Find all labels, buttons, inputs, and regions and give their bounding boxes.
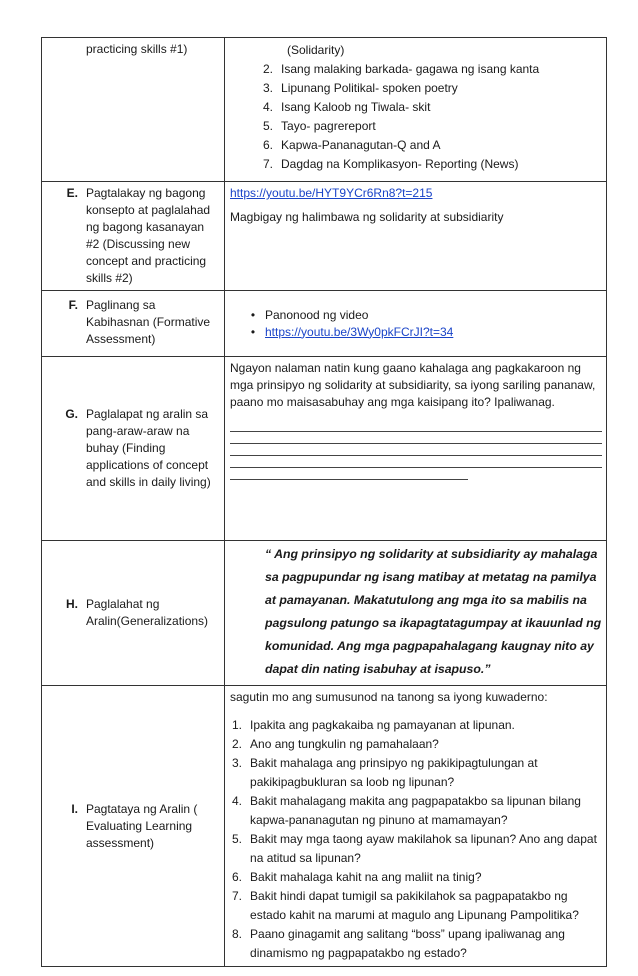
list-item: 3. Lipunang Politikal- spoken poetry: [263, 81, 458, 95]
answer-line: [230, 435, 602, 444]
row-e-instruction: Magbigay ng halimbawa ng solidarity at subsidiarity: [230, 210, 504, 224]
row-d: [42, 38, 607, 182]
row-h: [42, 541, 607, 686]
row-g-left-text: Paglalapat ng aralin sa pang-araw-araw na buhay (Finding applications of concept and skills in daily living): [86, 407, 211, 489]
activity-list: [263, 60, 602, 174]
lesson-plan-table: [41, 37, 607, 967]
row-i: [42, 686, 607, 967]
answer-line: [230, 471, 468, 480]
row-h-label-cell: [42, 541, 225, 686]
list-item: 3. Bakit mahalaga ang prinsipyo ng pakikipagtulungan at pakikipagbukluran sa loob ng lipunan?: [232, 756, 538, 789]
list-item: 7. Bakit hindi dapat tumigil sa pakikilahok sa pagpapatakbo ng estado kahit na marumi at magulo ang Lipunang Pampolitika?: [232, 889, 579, 922]
list-item: 6. Bakit mahalaga kahit na ang maliit na tinig?: [232, 870, 482, 884]
answer-line: [230, 447, 602, 456]
generalization-quote: “ Ang prinsipyo ng solidarity at subsidiarity ay mahalaga sa pagpupundar ng isang matibay at metatag na pamilya at pamayanan. Makatutulong ang mga ito sa mabilis na pagsulong patungo sa ikapagtatagumpay at ikauunlad ng komunidad. Ang mga pagpapahalagang kaugnay nito ay dapat din nating isabuhay at isapuso.”: [265, 547, 602, 676]
row-i-letter: I.: [71, 801, 78, 816]
list-item: • https://youtu.be/3Wy0pkFCrJI?t=34: [250, 324, 454, 339]
row-e-letter: E.: [66, 186, 78, 200]
row-f-label-cell: [42, 291, 225, 357]
row-e-label-cell: [42, 182, 225, 291]
row-i-intro: sagutin mo ang sumusunod na tanong sa iyong kuwaderno:: [230, 690, 548, 704]
row-h-left-text: Paglalahat ng Aralin(Generalizations): [86, 597, 209, 628]
row-e-content-cell: [225, 182, 607, 291]
list-item: 4. Isang Kaloob ng Tiwala- skit: [263, 100, 431, 114]
row-g-question: Ngayon nalaman natin kung gaano kahalaga ang pagkakaroon ng mga prinsipyo ng solidarity at subsidiarity, sa iyong sariling pananaw, paano mo maisasabuhay ang mga kaisipang ito? Ipaliwanag.: [230, 361, 596, 409]
list-item: 7. Dagdag na Komplikasyon- Reporting (News): [263, 157, 519, 171]
youtube-link-2[interactable]: https://youtu.be/3Wy0pkFCrJI?t=34: [265, 324, 454, 339]
list-item: 2. Isang malaking barkada- gagawa ng isang kanta: [263, 62, 540, 76]
row-d-left-text: practicing skills #1): [86, 42, 188, 56]
solidarity-line: (Solidarity): [287, 43, 345, 57]
row-e-left-text: Pagtalakay ng bagong konsepto at paglalahad ng bagong kasanayan #2 (Discussing new concept and practicing skills #2): [86, 186, 211, 285]
row-i-content-cell: [225, 686, 607, 967]
evaluation-questions: [230, 716, 602, 963]
row-e: [42, 182, 607, 291]
row-h-letter: H.: [66, 597, 78, 611]
list-item: 8. Paano ginagamit ang salitang “boss” upang ipaliwanag ang dinamismo ng pagpapatakbo ng estado?: [232, 927, 565, 960]
row-d-content-cell: [225, 38, 607, 182]
list-item: 4. Bakit mahalagang makita ang pagpapatakbo sa lipunan bilang kapwa-pananagutan ng pinuno at mamamayan?: [232, 794, 581, 827]
formative-list: [225, 307, 606, 341]
row-i-left-text: Pagtataya ng Aralin ( Evaluating Learning assessment): [86, 801, 198, 850]
answer-lines: [230, 423, 602, 480]
list-item: 1. Ipakita ang pagkakaiba ng pamayanan at lipunan.: [232, 718, 515, 732]
row-d-label-cell: [42, 38, 225, 182]
answer-line: [230, 459, 602, 468]
youtube-link-1[interactable]: https://youtu.be/HYT9YCr6Rn8?t=215: [230, 186, 433, 200]
row-g-label-cell: [42, 357, 225, 541]
row-f-left-text: Paglinang sa Kabihasnan (Formative Assessment): [86, 298, 211, 346]
list-item: 2. Ano ang tungkulin ng pamahalaan?: [232, 737, 439, 751]
answer-line: [230, 423, 602, 432]
row-f: [42, 291, 607, 357]
row-i-label-cell: [42, 686, 225, 967]
row-g: [42, 357, 607, 541]
list-item: 5. Bakit may mga taong ayaw makilahok sa lipunan? Ano ang dapat na atitud sa lipunan?: [232, 832, 597, 865]
row-f-letter: F.: [68, 298, 78, 312]
row-g-content-cell: [225, 357, 607, 541]
row-g-letter: G.: [65, 407, 78, 421]
list-item: • Panonood ng video: [250, 307, 369, 322]
list-item: 6. Kapwa-Pananagutan-Q and A: [263, 138, 441, 152]
row-h-content-cell: [225, 541, 607, 686]
list-item: 5. Tayo- pagrereport: [263, 119, 376, 133]
row-f-content-cell: [225, 291, 607, 357]
